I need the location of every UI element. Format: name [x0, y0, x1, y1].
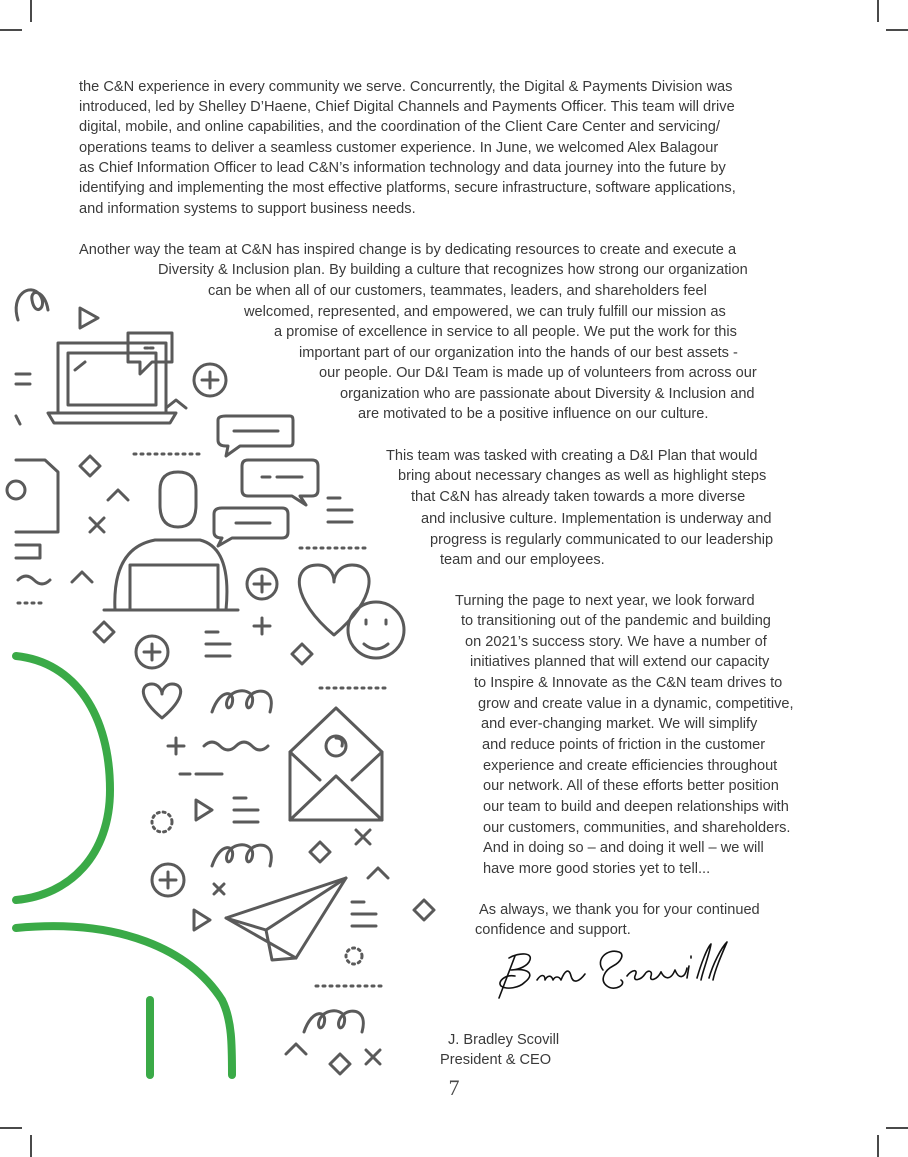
paragraph-4-line: our team to build and deepen relationships with [483, 799, 789, 815]
paragraph-1-line: and information systems to support business needs. [79, 201, 416, 217]
paragraph-2-line: can be when all of our customers, teammates, leaders, and shareholders feel [208, 283, 707, 299]
chevron-up-icon [286, 1044, 306, 1054]
paragraph-4-line: on 2021’s success story. We have a number of [465, 634, 767, 650]
paragraph-3-line: team and our employees. [440, 552, 605, 568]
paragraph-4-line: and ever-changing market. We will simplify [481, 716, 758, 732]
signer-title: President & CEO [440, 1052, 552, 1068]
lines-icon [328, 498, 352, 522]
paragraph-4-line: Turning the page to next year, we look forward [455, 593, 755, 609]
lines-icon [234, 798, 258, 822]
paragraph-3-line: This team was tasked with creating a D&I Plan that would [386, 448, 758, 464]
lines-icon [16, 374, 30, 384]
chevron-up-icon [166, 400, 186, 408]
paragraph-2-line: important part of our organization into the hands of our best assets - [299, 345, 738, 361]
loop-squiggle-icon [16, 290, 48, 320]
triangle-play-icon [196, 800, 212, 820]
loop-squiggle-icon [212, 691, 271, 712]
loop-squiggle-icon [212, 845, 271, 866]
lines-icon [206, 632, 230, 656]
x-mark-icon [366, 1050, 380, 1064]
diamond-icon [80, 456, 100, 476]
heart-icon [143, 684, 180, 718]
paragraph-4-line: our customers, communities, and shareholders. [483, 820, 791, 836]
paragraph-4-line: And in doing so – and doing it well – we will [483, 840, 764, 856]
paragraph-1-line: introduced, led by Shelley D’Haene, Chief Digital Channels and Payments Officer. This team will drive [79, 99, 735, 115]
person-silhouette-outline [16, 656, 232, 1075]
paragraph-1-line: identifying and implementing the most effective platforms, secure infrastructure, software applications, [79, 180, 736, 196]
paragraph-3-line: progress is regularly communicated to our leadership [430, 532, 774, 548]
paragraph-1-line: as Chief Information Officer to lead C&N’s information technology and data journey into the future by [79, 160, 726, 176]
chevron-up-icon [108, 490, 128, 500]
lines-icon [352, 902, 376, 926]
paragraph-2-line: are motivated to be a positive influence on our culture. [358, 406, 709, 422]
paragraph-4-line: to transitioning out of the pandemic and building [461, 613, 771, 629]
paragraph-2-line: a promise of excellence in service to all people. We put the work for this [274, 324, 737, 340]
paragraph-4-line: initiatives planned that will extend our capacity [470, 654, 770, 670]
paper-plane-icon [226, 878, 346, 960]
chat-bubble-icon [242, 460, 318, 505]
triangle-play-icon [80, 308, 98, 328]
paragraph-1-line: digital, mobile, and online capabilities, and the coordination of the Client Care Center and servicing/ [79, 119, 720, 135]
diamond-icon [94, 622, 114, 642]
paragraph-4-line: experience and create efficiencies throughout [483, 758, 778, 774]
x-mark-icon [90, 518, 104, 532]
handwritten-signature [495, 940, 735, 1002]
paragraph-3-line: and inclusive culture. Implementation is underway and [421, 511, 772, 527]
person-at-laptop-icon [104, 472, 238, 610]
chat-bubble-icon [214, 508, 288, 546]
x-mark-icon [356, 830, 370, 844]
paragraph-3-line: that C&N has already taken towards a more diverse [411, 489, 746, 505]
smiley-icon [348, 602, 404, 658]
paragraph-1-line: the C&N experience in every community we serve. Concurrently, the Digital & Payments Division was [79, 79, 733, 95]
paragraph-4-line: and reduce points of friction in the customer [482, 737, 766, 753]
paragraph-2-line: organization who are passionate about Diversity & Inclusion and [340, 386, 755, 402]
diamond-icon [330, 1054, 350, 1074]
paragraph-1-line: operations teams to deliver a seamless customer experience. In June, we welcomed Alex Balagour [79, 140, 719, 156]
signer-name: J. Bradley Scovill [448, 1032, 560, 1048]
paragraph-2-line: welcomed, represented, and empowered, we can truly fulfill our mission as [244, 304, 726, 320]
paragraph-4-line: our network. All of these efforts better position [483, 778, 779, 794]
laptop-icon [48, 343, 176, 423]
page-number: 7 [448, 1075, 460, 1100]
loop-squiggle-icon [304, 1011, 363, 1032]
diamond-icon [292, 644, 312, 664]
paragraph-2-line: Diversity & Inclusion plan. By building a culture that recognizes how strong our organization [158, 262, 748, 278]
paragraph-4-line: to Inspire & Innovate as the C&N team drives to [474, 675, 783, 691]
triangle-play-icon [194, 910, 210, 930]
closing-line: As always, we thank you for your continued [479, 902, 760, 918]
heart-icon [299, 565, 369, 635]
x-mark-icon [214, 884, 224, 894]
chevron-up-icon [368, 868, 388, 878]
diamond-icon [414, 900, 434, 920]
paragraph-2-line: our people. Our D&I Team is made up of volunteers from across our [319, 365, 757, 381]
chevron-up-icon [72, 572, 92, 582]
diamond-icon [310, 842, 330, 862]
paragraph-4-line: grow and create value in a dynamic, competitive, [478, 696, 794, 712]
paragraph-3-line: bring about necessary changes as well as highlight steps [398, 468, 767, 484]
paragraph-2-line: Another way the team at C&N has inspired change is by dedicating resources to create and execute a [79, 242, 737, 258]
closing-line: confidence and support. [475, 922, 631, 938]
chat-bubble-icon [218, 416, 293, 456]
envelope-icon [290, 708, 382, 820]
paragraph-4-line: have more good stories yet to tell... [483, 861, 711, 877]
